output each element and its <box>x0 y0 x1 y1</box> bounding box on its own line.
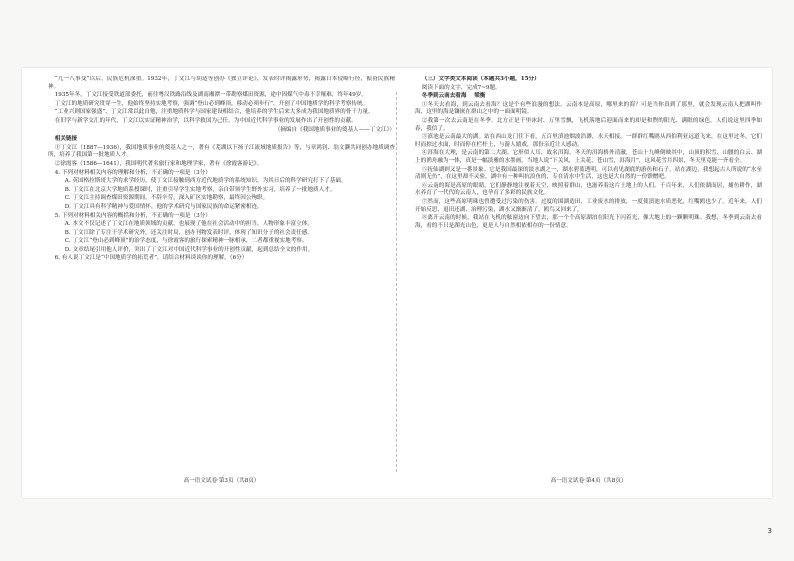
essay-paragraph: ④洱海在大理，是云南的第二大湖。它形似人耳，故名洱海。冬天的洱海格外清澈，苍山十九峰倒映其中，山顶的积雪、山腰的白云、湖上的渔舟融为一体，真是一幅淡雅的水墨画。当地人说“下关风，上关花，苍山雪，洱海月”，这风花雪月四景，冬天里竟能一齐看全。 <box>415 150 762 164</box>
reading-instruction: 阅读下面的文字，完成7~9题。 <box>421 84 501 91</box>
question-5: 5. 下列对材料相关内容的概括和分析，不正确的一项是（3分） <box>54 212 211 219</box>
essay-paragraph: ⑦然而，这些高原明珠也曾遭受过污染的伤害。过度的围湖造田、工业废水的排放，一度使滇池水质恶化，红嘴鸥也少了。近年来，人们开始反思，退田还湖、治理污染，湖水又渐渐清了，鸥鸟又回来了。 <box>415 198 762 213</box>
essay-title-text: 冬季到云南去看海 <box>421 93 467 100</box>
question-4: 4. 下列对材料相关内容的理解和分析，不正确的一项是（3分） <box>54 169 211 176</box>
question-4-option-a: A. 英国格拉斯哥大学的求学经历，使丁文江接触到西方近代地质学的系统知识，为其日后的科学研究打下了基础。 <box>64 178 347 185</box>
body-paragraph: 在旧学与新学交汇的年代，丁文江以实证精神治学，以科学救国为己任，为中国近代科学事业的发展作出了开创性的贡献。 <box>54 117 357 124</box>
body-paragraph: 1935年冬，丁文江接受铁道部委托，前往粤汉铁路沿线及湖南湘潭一带勘察煤田资源，途中因煤气中毒不幸罹难，终年49岁。 <box>54 92 367 99</box>
source-citation: （摘编自《我国地质事业的奠基人——丁文江》） <box>274 126 395 133</box>
essay-paragraph: ⑤抚仙湖则又是一番景象。它是我国最深的淡水湖之一，湖水碧蓝透明，可以看见湖底的游鱼和石子。站在湖边，我想起古人所说的“水至清则无鱼”，在这里却不灵验，湖中有一种叫抗浪鱼的，专在清水中生活，这也是大自然的一份馈赠吧。 <box>415 166 762 181</box>
question-4-option-c: C. 丁文江主持调查煤田资源期间，不辞辛劳，深入矿区实地勘察，最终因公殉职。 <box>64 195 269 202</box>
scan-page-number: 3 <box>767 527 772 535</box>
question-5-option-b: B. 丁文江除了专注于学术研究外，还关注时局，创办刊物发表时评，体现了知识分子的社会责任感。 <box>64 229 313 236</box>
question-5-option-c: C. 丁文江“登山必到峰顶”的治学态度，与徐霞客的旅行探索精神一脉相承，二者都重视实地考察。 <box>64 238 308 245</box>
essay-paragraph: ⑧离开云南的时候，我站在飞机的舷窗边向下望去，那一个个高原湖泊在阳光下闪着光，像大地上的一颗颗明珠。我想，冬季到云南去看海，看的不只是湖光山色，更是人与自然相依相存的一份情意。 <box>415 215 762 229</box>
exam-sheet <box>22 68 772 498</box>
question-5-option-a: A. 本文不仅记述了丁文江在地质领域的贡献，也展现了他在社会活动中的担当，人物形象丰富立体。 <box>64 221 313 228</box>
page-footer-right: 高一语文试卷·第4页（共8页） <box>550 478 627 485</box>
essay-title <box>415 93 762 101</box>
page-divider <box>396 92 398 472</box>
section-heading: （三）文学类文本阅读（本题共3小题，15分） <box>421 76 540 82</box>
related-item: ②徐霞客（1586—1641），我国明代著名旅行家和地理学家，著有《徐霞客游记》。 <box>54 160 263 167</box>
page-footer-left: 高一语文试卷·第3页（共8页） <box>183 478 260 485</box>
body-paragraph: “九一八事变”以后，民族危机深重。1932年，丁文江与胡适等创办《独立评论》，发表时评揭露形势，揭露日本侵略行径，振奋民族精神。 <box>48 76 395 90</box>
exam-page-right <box>415 76 762 490</box>
question-4-option-b: B. 丁文江在北京大学地质系授课时，注重引导学生实地考察，亲自带领学生野外实习，培养了一批地质人才。 <box>64 186 336 193</box>
body-paragraph: 丁文江的地质研究贯穿一生，他始终坚持实地考察，强调“登山必到峰顶，移动必须步行”，开创了中国地质学的科学考察传统。 <box>54 100 369 107</box>
essay-paragraph: ①冬天去看海，到云南去看海？这是个有些浪漫的想法。云南本是高原，哪里来的海？可是当你真到了那里，就会发现云南人把湖叫作海，这里的海是镶嵌在群山之中的一面面明镜。 <box>415 101 762 116</box>
related-item: ①丁文江（1887—1936），我国地质事业的奠基人之一，著有《芜湖以下扬子江流域地质报告》等，与章鸿钊、翁文灏共同创办地质调查所，培养了我国第一批地质人才。 <box>48 144 395 159</box>
essay-paragraph: ⑥云南的海是高原的眼睛，它们静静地注视着天空，映照着群山，也滋养着这片土地上的人们。千百年来，人们依湖而居，捕鱼耕作，湖水养育了一代代的云南人，也孕育了多彩的民族文化。 <box>415 182 762 197</box>
body-paragraph: “工业兴则国家强盛”，丁文江常以此自勉，注重地质科学与国家建设相结合，他培养的学生后来大多成为我国地质界的骨干力量。 <box>54 109 374 116</box>
question-6: 6. 有人说丁文江是“中国地质学的拓荒者”，请结合材料谈谈你的理解。（6分） <box>54 255 248 262</box>
essay-author: 梁衡 <box>474 93 486 100</box>
question-4-option-d: D. 丁文江具有科学精神与爱国情怀，他的学术研究与国家民族的命运紧密相连。 <box>64 203 263 210</box>
essay-paragraph: ③滇池是云南最大的湖。站在西山龙门往下看，五百里滇池烟波浩渺，水天相接。一群群红嘴鸥从西伯利亚远道飞来，在这里过冬，它们时而掠过水面，时而停在栏杆上，与游人嬉戏，那份亲近让人感动。 <box>415 134 762 148</box>
question-5-option-d: D. 文章结尾引用他人评价，突出了丁文江对中国近代科学事业的开创性贡献，起到总结全文的作用。 <box>64 246 314 253</box>
exam-page-left <box>48 76 395 490</box>
essay-paragraph: ②我第一次去云南是在冬季。北方正是千里冰封、万里雪飘，飞机落地后迎面而来的却是和煦的阳光、满眼的绿色。人们说这里四季如春，我信了。 <box>415 117 762 132</box>
related-heading: 相关链接 <box>54 136 78 143</box>
binding-margin <box>32 108 35 468</box>
